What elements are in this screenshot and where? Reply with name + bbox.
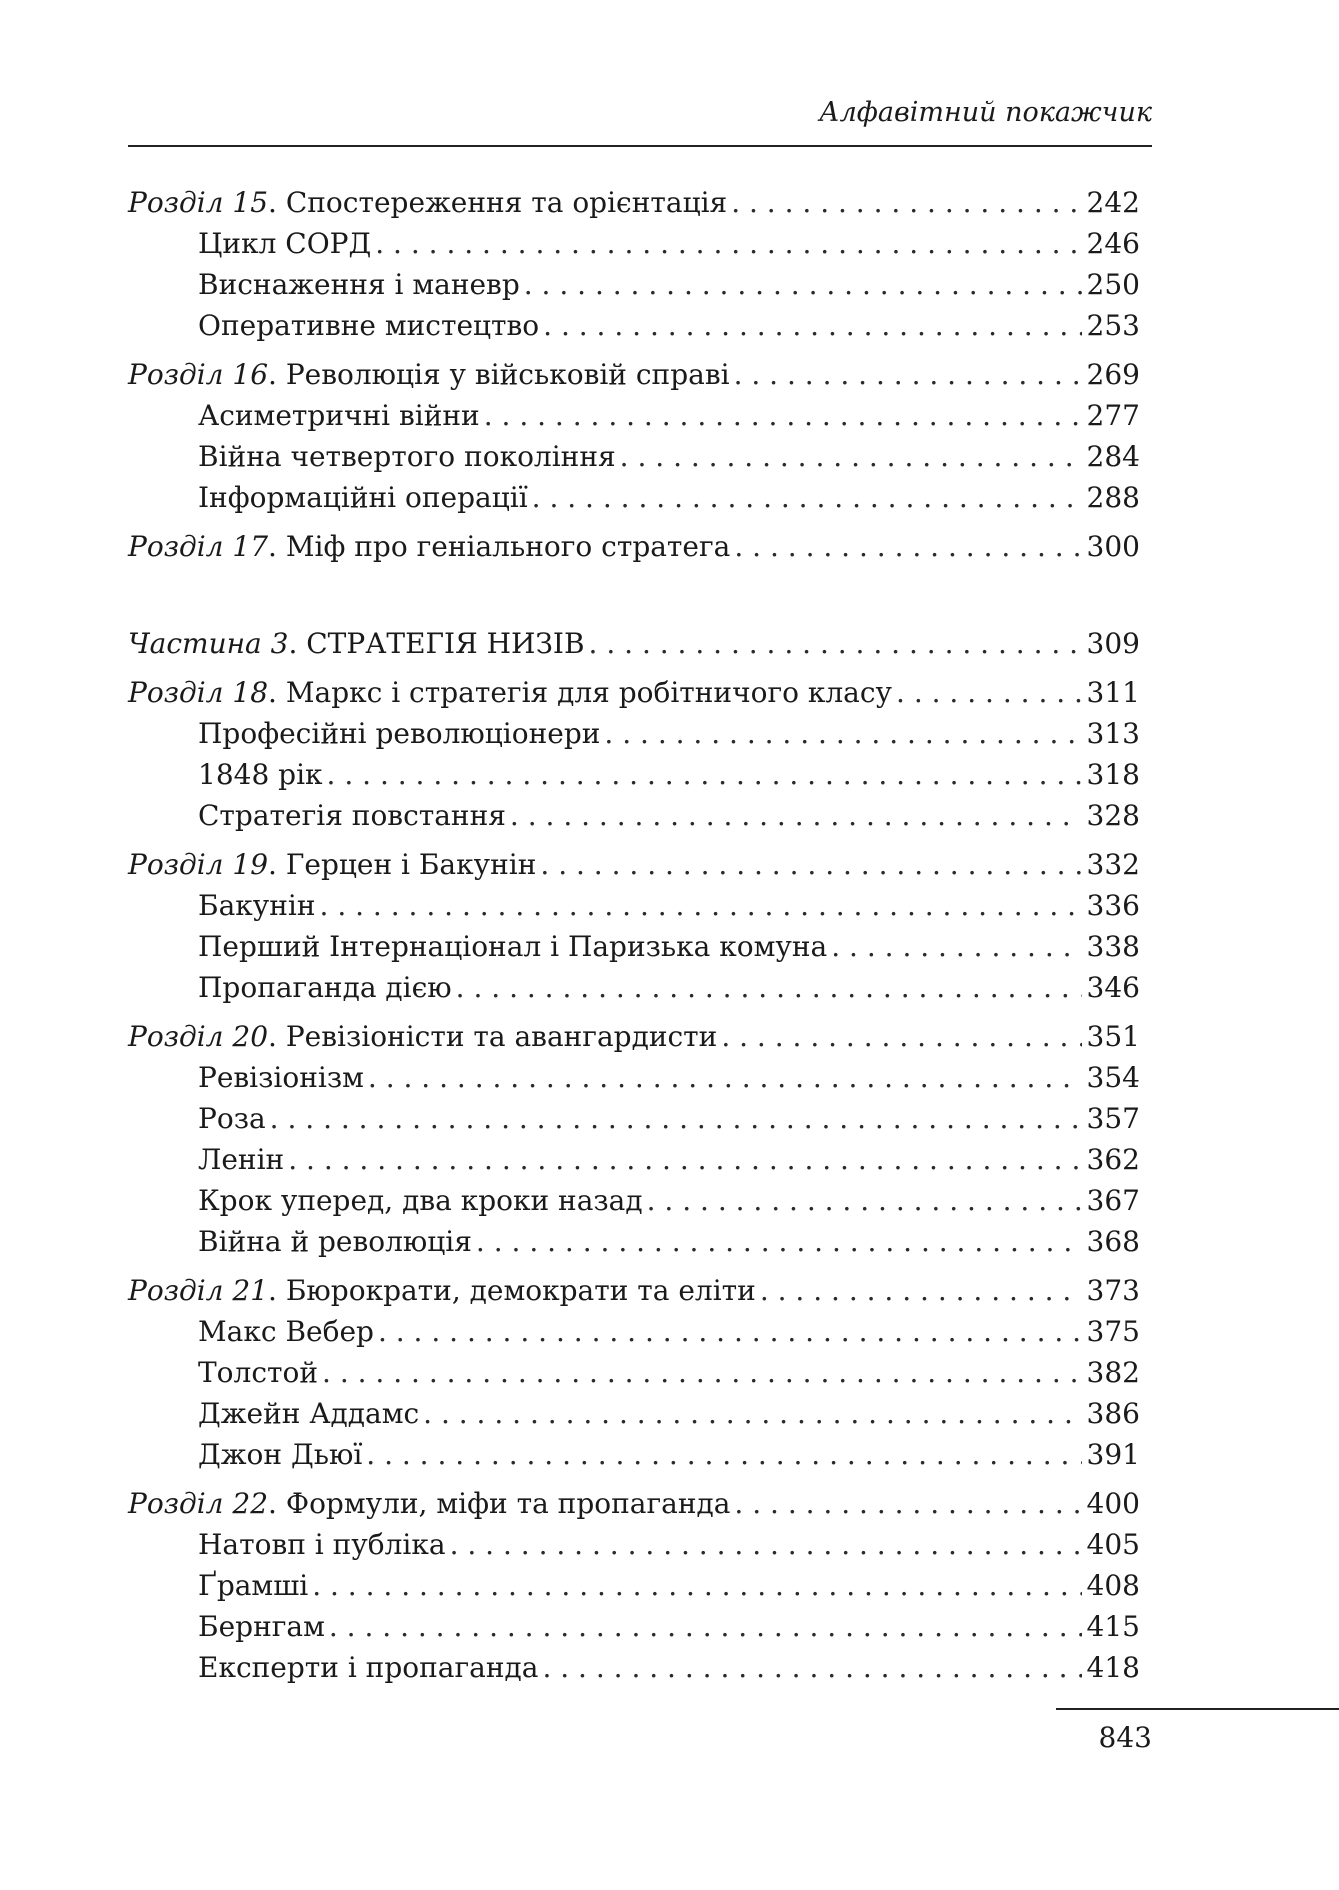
dot-leader	[450, 1524, 1082, 1565]
toc-entry-title: Натовп і публіка	[198, 1528, 446, 1561]
toc-entry-prefix: Розділ 15	[128, 186, 269, 219]
dot-leader	[647, 1180, 1082, 1221]
toc-entry-label	[198, 1647, 538, 1688]
toc-entry-page: 300	[1086, 530, 1140, 563]
dot-leader	[589, 623, 1082, 664]
toc-entry-title: Виснаження і маневр	[198, 268, 520, 301]
toc-entry-label	[198, 795, 506, 836]
toc-entry-page: 309	[1086, 627, 1140, 660]
toc-entry-title: Бакунін	[198, 889, 316, 922]
toc-entry-label	[198, 477, 528, 518]
toc-section-entry	[128, 1565, 1140, 1606]
toc-entry-title: Перший Інтернаціонал і Паризька комуна	[198, 930, 828, 963]
toc-section-entry	[128, 967, 1140, 1008]
toc-section-entry	[128, 754, 1140, 795]
toc-section-entry	[128, 1180, 1140, 1221]
toc-entry-page: 368	[1086, 1225, 1140, 1258]
toc-entry-title: Крок уперед, два кроки назад	[198, 1184, 643, 1217]
toc-entry-page: 351	[1086, 1020, 1140, 1053]
toc-entry-label	[198, 1352, 318, 1393]
toc-section-entry	[128, 223, 1140, 264]
toc-entry-label	[198, 1565, 308, 1606]
dot-leader	[375, 223, 1082, 264]
toc-chapter-entry	[128, 526, 1140, 567]
toc-entry-label	[128, 672, 892, 713]
dot-leader	[329, 1606, 1082, 1647]
toc-entry-page: 386	[1086, 1397, 1140, 1430]
toc-entry-label	[128, 844, 536, 885]
toc-entry-title: Інформаційні операції	[198, 481, 528, 514]
toc-entry-label	[128, 182, 727, 223]
toc-chapter-entry	[128, 672, 1140, 713]
toc-entry-label	[128, 1270, 756, 1311]
table-of-contents	[128, 182, 1140, 1688]
dot-leader	[524, 264, 1082, 305]
toc-section-entry	[128, 926, 1140, 967]
toc-entry-label	[198, 1606, 325, 1647]
dot-leader	[731, 182, 1082, 223]
toc-entry-page: 288	[1086, 481, 1140, 514]
toc-section-entry	[128, 264, 1140, 305]
toc-entry-page: 408	[1086, 1569, 1140, 1602]
toc-entry-page: 415	[1086, 1610, 1140, 1643]
toc-section-entry	[128, 395, 1140, 436]
toc-entry-prefix: Розділ 20	[128, 1020, 269, 1053]
toc-entry-title: Ленін	[198, 1143, 285, 1176]
toc-entry-page: 357	[1086, 1102, 1140, 1135]
toc-section-entry	[128, 1311, 1140, 1352]
toc-entry-page: 391	[1086, 1438, 1140, 1471]
toc-entry-title: . Формули, міфи та пропаганда	[268, 1487, 731, 1520]
dot-leader	[327, 754, 1082, 795]
toc-entry-title: Роза	[198, 1102, 266, 1135]
toc-section-entry	[128, 1352, 1140, 1393]
toc-entry-page: 367	[1086, 1184, 1140, 1217]
toc-chapter-entry	[128, 182, 1140, 223]
toc-entry-label	[198, 754, 323, 795]
toc-entry-prefix: Розділ 21	[128, 1274, 269, 1307]
toc-entry-title: Ревізіонізм	[198, 1061, 364, 1094]
dot-leader	[604, 713, 1082, 754]
toc-part-entry	[128, 623, 1140, 664]
dot-leader	[456, 967, 1082, 1008]
header-rule	[128, 145, 1152, 147]
toc-entry-page: 246	[1086, 227, 1140, 260]
toc-entry-title: . СТРАТЕГІЯ НИЗІВ	[288, 627, 585, 660]
toc-entry-label	[128, 623, 585, 664]
toc-entry-title: Бернгам	[198, 1610, 325, 1643]
toc-entry-title: 1848 рік	[198, 758, 323, 791]
toc-entry-label	[128, 1016, 717, 1057]
toc-section-entry	[128, 885, 1140, 926]
toc-entry-label	[198, 305, 539, 346]
footer-rule	[1056, 1708, 1339, 1710]
dot-leader	[322, 1352, 1082, 1393]
toc-section-entry	[128, 713, 1140, 754]
toc-entry-label	[198, 264, 520, 305]
toc-entry-title: Війна й революція	[198, 1225, 472, 1258]
toc-entry-page: 373	[1086, 1274, 1140, 1307]
toc-entry-title: Асиметричні війни	[198, 399, 480, 432]
toc-entry-label	[198, 1311, 374, 1352]
toc-entry-title: Стратегія повстання	[198, 799, 506, 832]
toc-entry-title: . Маркс і стратегія для робітничого класу	[268, 676, 893, 709]
dot-leader	[270, 1098, 1082, 1139]
toc-entry-title: Джон Дьюї	[198, 1438, 363, 1471]
toc-entry-prefix: Розділ 19	[128, 848, 269, 881]
toc-entry-prefix: Розділ 17	[128, 530, 269, 563]
toc-entry-label	[198, 885, 316, 926]
toc-entry-title: Джейн Аддамс	[198, 1397, 420, 1430]
toc-chapter-entry	[128, 354, 1140, 395]
dot-leader	[542, 1647, 1082, 1688]
page-number: 843	[1098, 1721, 1152, 1754]
toc-entry-page: 346	[1086, 971, 1140, 1004]
dot-leader	[734, 354, 1082, 395]
toc-entry-label	[198, 926, 827, 967]
dot-leader	[734, 1483, 1082, 1524]
toc-entry-label	[198, 1434, 362, 1475]
toc-entry-prefix: Розділ 16	[128, 358, 269, 391]
toc-section-entry	[128, 1393, 1140, 1434]
toc-section-entry	[128, 1606, 1140, 1647]
toc-entry-page: 354	[1086, 1061, 1140, 1094]
toc-section-entry	[128, 477, 1140, 518]
toc-section-entry	[128, 1139, 1140, 1180]
dot-leader	[831, 926, 1082, 967]
toc-entry-label	[128, 526, 730, 567]
toc-entry-title: Війна четвертого покоління	[198, 440, 616, 473]
toc-entry-page: 382	[1086, 1356, 1140, 1389]
toc-entry-page: 269	[1086, 358, 1140, 391]
toc-entry-title: Професійні революціонери	[198, 717, 601, 750]
dot-leader	[721, 1016, 1082, 1057]
dot-leader	[476, 1221, 1082, 1262]
dot-leader	[288, 1139, 1082, 1180]
dot-leader	[312, 1565, 1082, 1606]
toc-entry-page: 338	[1086, 930, 1140, 963]
dot-leader	[760, 1270, 1082, 1311]
dot-leader	[896, 672, 1082, 713]
dot-leader	[532, 477, 1082, 518]
toc-section-entry	[128, 1221, 1140, 1262]
dot-leader	[366, 1434, 1082, 1475]
toc-section-entry	[128, 305, 1140, 346]
toc-entry-label	[128, 354, 730, 395]
toc-entry-page: 242	[1086, 186, 1140, 219]
toc-entry-label	[198, 1524, 446, 1565]
toc-entry-page: 362	[1086, 1143, 1140, 1176]
toc-section-entry	[128, 1434, 1140, 1475]
toc-entry-title: . Бюрократи, демократи та еліти	[268, 1274, 756, 1307]
dot-leader	[320, 885, 1082, 926]
toc-entry-page: 250	[1086, 268, 1140, 301]
toc-entry-prefix: Частина 3	[128, 627, 289, 660]
dot-leader	[484, 395, 1082, 436]
toc-entry-page: 318	[1086, 758, 1140, 791]
toc-entry-page: 418	[1086, 1651, 1140, 1684]
toc-entry-label	[198, 1057, 364, 1098]
toc-section-entry	[128, 795, 1140, 836]
toc-entry-label	[198, 436, 616, 477]
toc-section-entry	[128, 1098, 1140, 1139]
toc-entry-label	[198, 1221, 472, 1262]
toc-entry-title: Оперативне мистецтво	[198, 309, 540, 342]
toc-entry-label	[198, 1098, 266, 1139]
toc-entry-page: 313	[1086, 717, 1140, 750]
toc-section-entry	[128, 1524, 1140, 1565]
toc-chapter-entry	[128, 1483, 1140, 1524]
toc-entry-label	[198, 1180, 643, 1221]
toc-entry-title: . Ревізіоністи та авангардисти	[268, 1020, 718, 1053]
toc-entry-page: 405	[1086, 1528, 1140, 1561]
toc-entry-title: Толстой	[198, 1356, 319, 1389]
toc-entry-prefix: Розділ 18	[128, 676, 269, 709]
toc-entry-page: 311	[1086, 676, 1140, 709]
toc-entry-title: . Міф про геніального стратега	[268, 530, 731, 563]
toc-entry-title: . Герцен і Бакунін	[268, 848, 537, 881]
toc-entry-page: 332	[1086, 848, 1140, 881]
toc-entry-page: 336	[1086, 889, 1140, 922]
toc-entry-title: Макс Вебер	[198, 1315, 374, 1348]
toc-entry-label	[198, 395, 480, 436]
toc-entry-page: 284	[1086, 440, 1140, 473]
toc-entry-label	[198, 1139, 284, 1180]
dot-leader	[543, 305, 1082, 346]
toc-chapter-entry	[128, 1270, 1140, 1311]
toc-entry-label	[198, 1393, 419, 1434]
dot-leader	[734, 526, 1082, 567]
toc-entry-page: 253	[1086, 309, 1140, 342]
toc-entry-page: 400	[1086, 1487, 1140, 1520]
toc-chapter-entry	[128, 844, 1140, 885]
dot-leader	[368, 1057, 1082, 1098]
toc-section-entry	[128, 1057, 1140, 1098]
toc-entry-title: Ґрамші	[198, 1569, 309, 1602]
toc-entry-title: Цикл СОРД	[198, 227, 372, 260]
toc-entry-title: Пропаганда дією	[198, 971, 452, 1004]
toc-entry-label	[198, 223, 371, 264]
toc-entry-label	[128, 1483, 730, 1524]
dot-leader	[378, 1311, 1082, 1352]
toc-entry-label	[198, 967, 452, 1008]
toc-entry-title: Експерти і пропаганда	[198, 1651, 539, 1684]
toc-entry-page: 328	[1086, 799, 1140, 832]
running-head-title: Алфавітний покажчик	[819, 97, 1152, 128]
toc-entry-title: . Революція у військовій справі	[268, 358, 730, 391]
toc-entry-page: 277	[1086, 399, 1140, 432]
dot-leader	[423, 1393, 1082, 1434]
toc-entry-label	[198, 713, 600, 754]
toc-entry-prefix: Розділ 22	[128, 1487, 269, 1520]
dot-leader	[510, 795, 1082, 836]
toc-section-entry	[128, 1647, 1140, 1688]
dot-leader	[540, 844, 1082, 885]
dot-leader	[620, 436, 1082, 477]
toc-entry-page: 375	[1086, 1315, 1140, 1348]
toc-section-entry	[128, 436, 1140, 477]
toc-chapter-entry	[128, 1016, 1140, 1057]
toc-entry-title: . Спостереження та орієнтація	[268, 186, 728, 219]
